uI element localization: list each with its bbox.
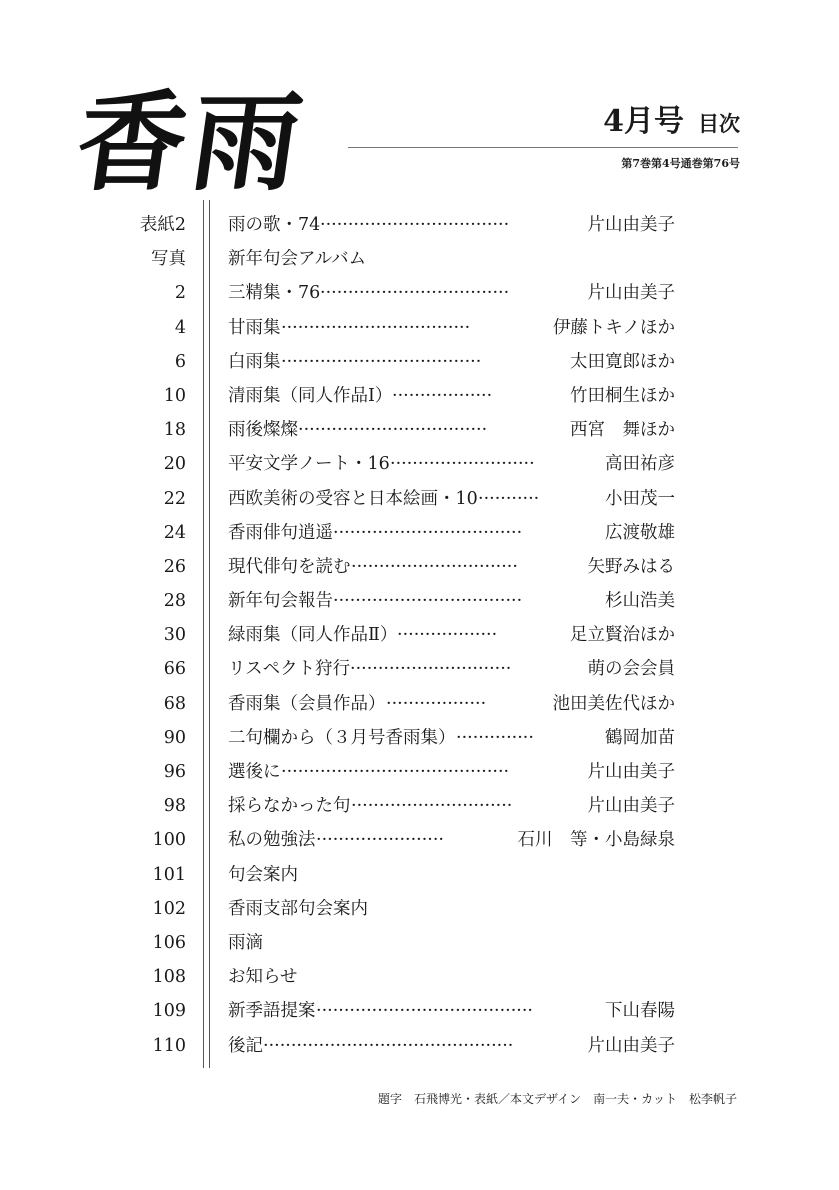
toc-leader-dots: ··································: [298, 420, 488, 441]
toc-title: 清雨集（同人作品Ⅰ）: [228, 385, 393, 406]
toc-title: 西欧美術の受容と日本絵画・10: [228, 488, 478, 509]
toc-entry: [0, 858, 839, 892]
toc-author: 高田祐彦: [599, 447, 675, 481]
toc-entry: [0, 823, 839, 857]
toc-leader-dots: ·······································: [316, 1001, 533, 1022]
issue-heading: [520, 96, 740, 140]
toc-title: リスペクト狩行: [228, 659, 351, 680]
toc-title: 香雨俳句逍遥: [228, 522, 333, 543]
toc-label: 目次: [698, 111, 740, 136]
toc-page-number: 2: [174, 283, 186, 304]
credits-footer: 題字 石飛博光・表紙／本文デザイン 南一夫・カット 松李帆子: [377, 1092, 737, 1106]
toc-page-number: 106: [152, 932, 186, 953]
toc-author: 西宮 舞ほか: [564, 413, 675, 447]
toc-title: 採らなかった句: [228, 796, 351, 817]
toc-leader-dots: ·········································: [281, 762, 510, 782]
toc-page-number: 26: [163, 556, 186, 577]
toc-entry: [0, 379, 839, 413]
toc-title: 句会案内: [228, 864, 298, 885]
toc-title: 三精集・76: [228, 283, 321, 304]
toc-entry: [0, 994, 839, 1028]
toc-leader-dots: ··································: [333, 522, 523, 543]
toc-entry: [0, 960, 839, 994]
toc-entry: [0, 584, 839, 618]
header-rule: [348, 147, 738, 148]
table-of-contents: [0, 208, 839, 1063]
toc-author: 小田茂一: [599, 482, 675, 516]
toc-entry: [0, 413, 839, 447]
toc-entry: [0, 789, 839, 823]
toc-page-number: 10: [163, 385, 186, 406]
toc-page-number: 写真: [151, 249, 186, 270]
toc-page-number: 98: [163, 796, 186, 817]
toc-title: 白雨集: [228, 351, 281, 372]
toc-author: 石川 等・小島緑泉: [512, 823, 676, 857]
toc-entry: [0, 482, 839, 516]
toc-page-number: 101: [152, 864, 186, 885]
toc-title: 現代俳句を読む: [228, 556, 351, 577]
toc-title: 新季語提案: [228, 1001, 316, 1022]
issue-month: 4月号: [603, 104, 684, 139]
toc-entry: [0, 618, 839, 652]
toc-page-number: 109: [152, 1001, 186, 1022]
toc-title: 新年句会報告: [228, 591, 333, 612]
toc-entry: [0, 652, 839, 686]
toc-page-number: 4: [174, 317, 186, 338]
toc-leader-dots: ·····························: [351, 796, 513, 817]
toc-leader-dots: ··························: [390, 454, 535, 475]
toc-page-number: 28: [163, 591, 186, 612]
toc-page-number: 24: [163, 522, 186, 543]
toc-page-number: 20: [163, 454, 186, 475]
toc-title: お知らせ: [228, 967, 298, 988]
toc-entry: [0, 926, 839, 960]
toc-title: 選後に: [228, 762, 281, 782]
toc-title: 雨後燦燦: [228, 420, 298, 441]
toc-leader-dots: ·······················: [316, 830, 444, 851]
toc-page-number: 22: [163, 488, 186, 509]
toc-page-number: 18: [163, 420, 186, 441]
toc-entry: [0, 242, 839, 276]
toc-author: 鶴岡加苗: [599, 721, 675, 755]
toc-title: 雨の歌・74: [228, 215, 321, 235]
toc-page-number: 102: [152, 898, 186, 919]
toc-page-number: 66: [163, 659, 186, 680]
toc-leader-dots: ··································: [320, 283, 510, 304]
toc-entry: [0, 345, 839, 379]
toc-author: 片山由美子: [582, 789, 676, 823]
toc-author: 片山由美子: [582, 208, 676, 242]
toc-leader-dots: ··································: [320, 215, 510, 235]
toc-entry: [0, 208, 839, 242]
toc-page-number: 6: [174, 351, 186, 372]
toc-page-number: 108: [152, 967, 186, 988]
toc-entry: [0, 755, 839, 789]
toc-author: 広渡敬雄: [599, 516, 675, 550]
toc-leader-dots: ··································: [281, 317, 471, 338]
toc-author: 片山由美子: [582, 755, 676, 789]
toc-title: 平安文学ノート・16: [228, 454, 390, 475]
toc-entry: [0, 892, 839, 926]
toc-leader-dots: ····································: [281, 351, 482, 372]
toc-author: 足立賢治ほか: [564, 618, 675, 652]
toc-author: 池田美佐代ほか: [547, 687, 676, 721]
toc-title: 甘雨集: [228, 317, 281, 338]
toc-page-number: 110: [152, 1035, 186, 1056]
toc-leader-dots: ··················: [392, 385, 493, 406]
toc-author: 杉山浩美: [599, 584, 675, 618]
toc-author: 片山由美子: [582, 276, 676, 310]
toc-leader-dots: ···········: [478, 488, 540, 509]
toc-title: 二句欄から（３月号香雨集）: [228, 727, 456, 748]
magazine-logo: 香雨: [69, 80, 315, 206]
toc-leader-dots: ·····························: [350, 659, 512, 680]
toc-entry: [0, 516, 839, 550]
toc-page-number: 100: [152, 830, 186, 851]
toc-entry: [0, 276, 839, 310]
toc-title: 新年句会アルバム: [228, 249, 367, 270]
toc-entry: [0, 687, 839, 721]
toc-entry: [0, 1029, 839, 1063]
toc-leader-dots: ··················: [397, 625, 498, 646]
toc-title: 私の勉強法: [228, 830, 316, 851]
toc-page-number: 96: [163, 762, 186, 782]
toc-entry: [0, 550, 839, 584]
toc-page-number: 30: [163, 625, 186, 646]
toc-author: 萌の会会員: [582, 652, 676, 686]
toc-entry: [0, 447, 839, 481]
toc-author: 下山春陽: [599, 994, 675, 1028]
toc-title: 香雨支部句会案内: [228, 898, 368, 919]
toc-entry: [0, 311, 839, 345]
toc-leader-dots: ··································: [333, 591, 523, 612]
toc-title: 後記: [228, 1035, 263, 1056]
toc-page-number: 68: [163, 693, 186, 714]
toc-author: 伊藤トキノほか: [547, 311, 675, 345]
toc-entry: [0, 721, 839, 755]
volume-number: 第7巻第4号通巻第76号: [621, 157, 740, 170]
toc-page-number: 表紙2: [139, 215, 186, 235]
toc-author: 片山由美子: [582, 1029, 676, 1063]
toc-title: 雨滴: [228, 932, 263, 953]
toc-title: 香雨集（会員作品）: [228, 693, 386, 714]
toc-leader-dots: ·············································: [263, 1035, 514, 1056]
toc-leader-dots: ······························: [351, 556, 518, 577]
toc-title: 緑雨集（同人作品Ⅱ）: [228, 625, 398, 646]
toc-author: 太田寛郎ほか: [564, 345, 675, 379]
toc-leader-dots: ··················: [386, 693, 487, 714]
toc-leader-dots: ··············: [456, 727, 534, 748]
toc-author: 竹田桐生ほか: [564, 379, 675, 413]
toc-page-number: 90: [163, 727, 186, 748]
toc-author: 矢野みはる: [582, 550, 676, 584]
